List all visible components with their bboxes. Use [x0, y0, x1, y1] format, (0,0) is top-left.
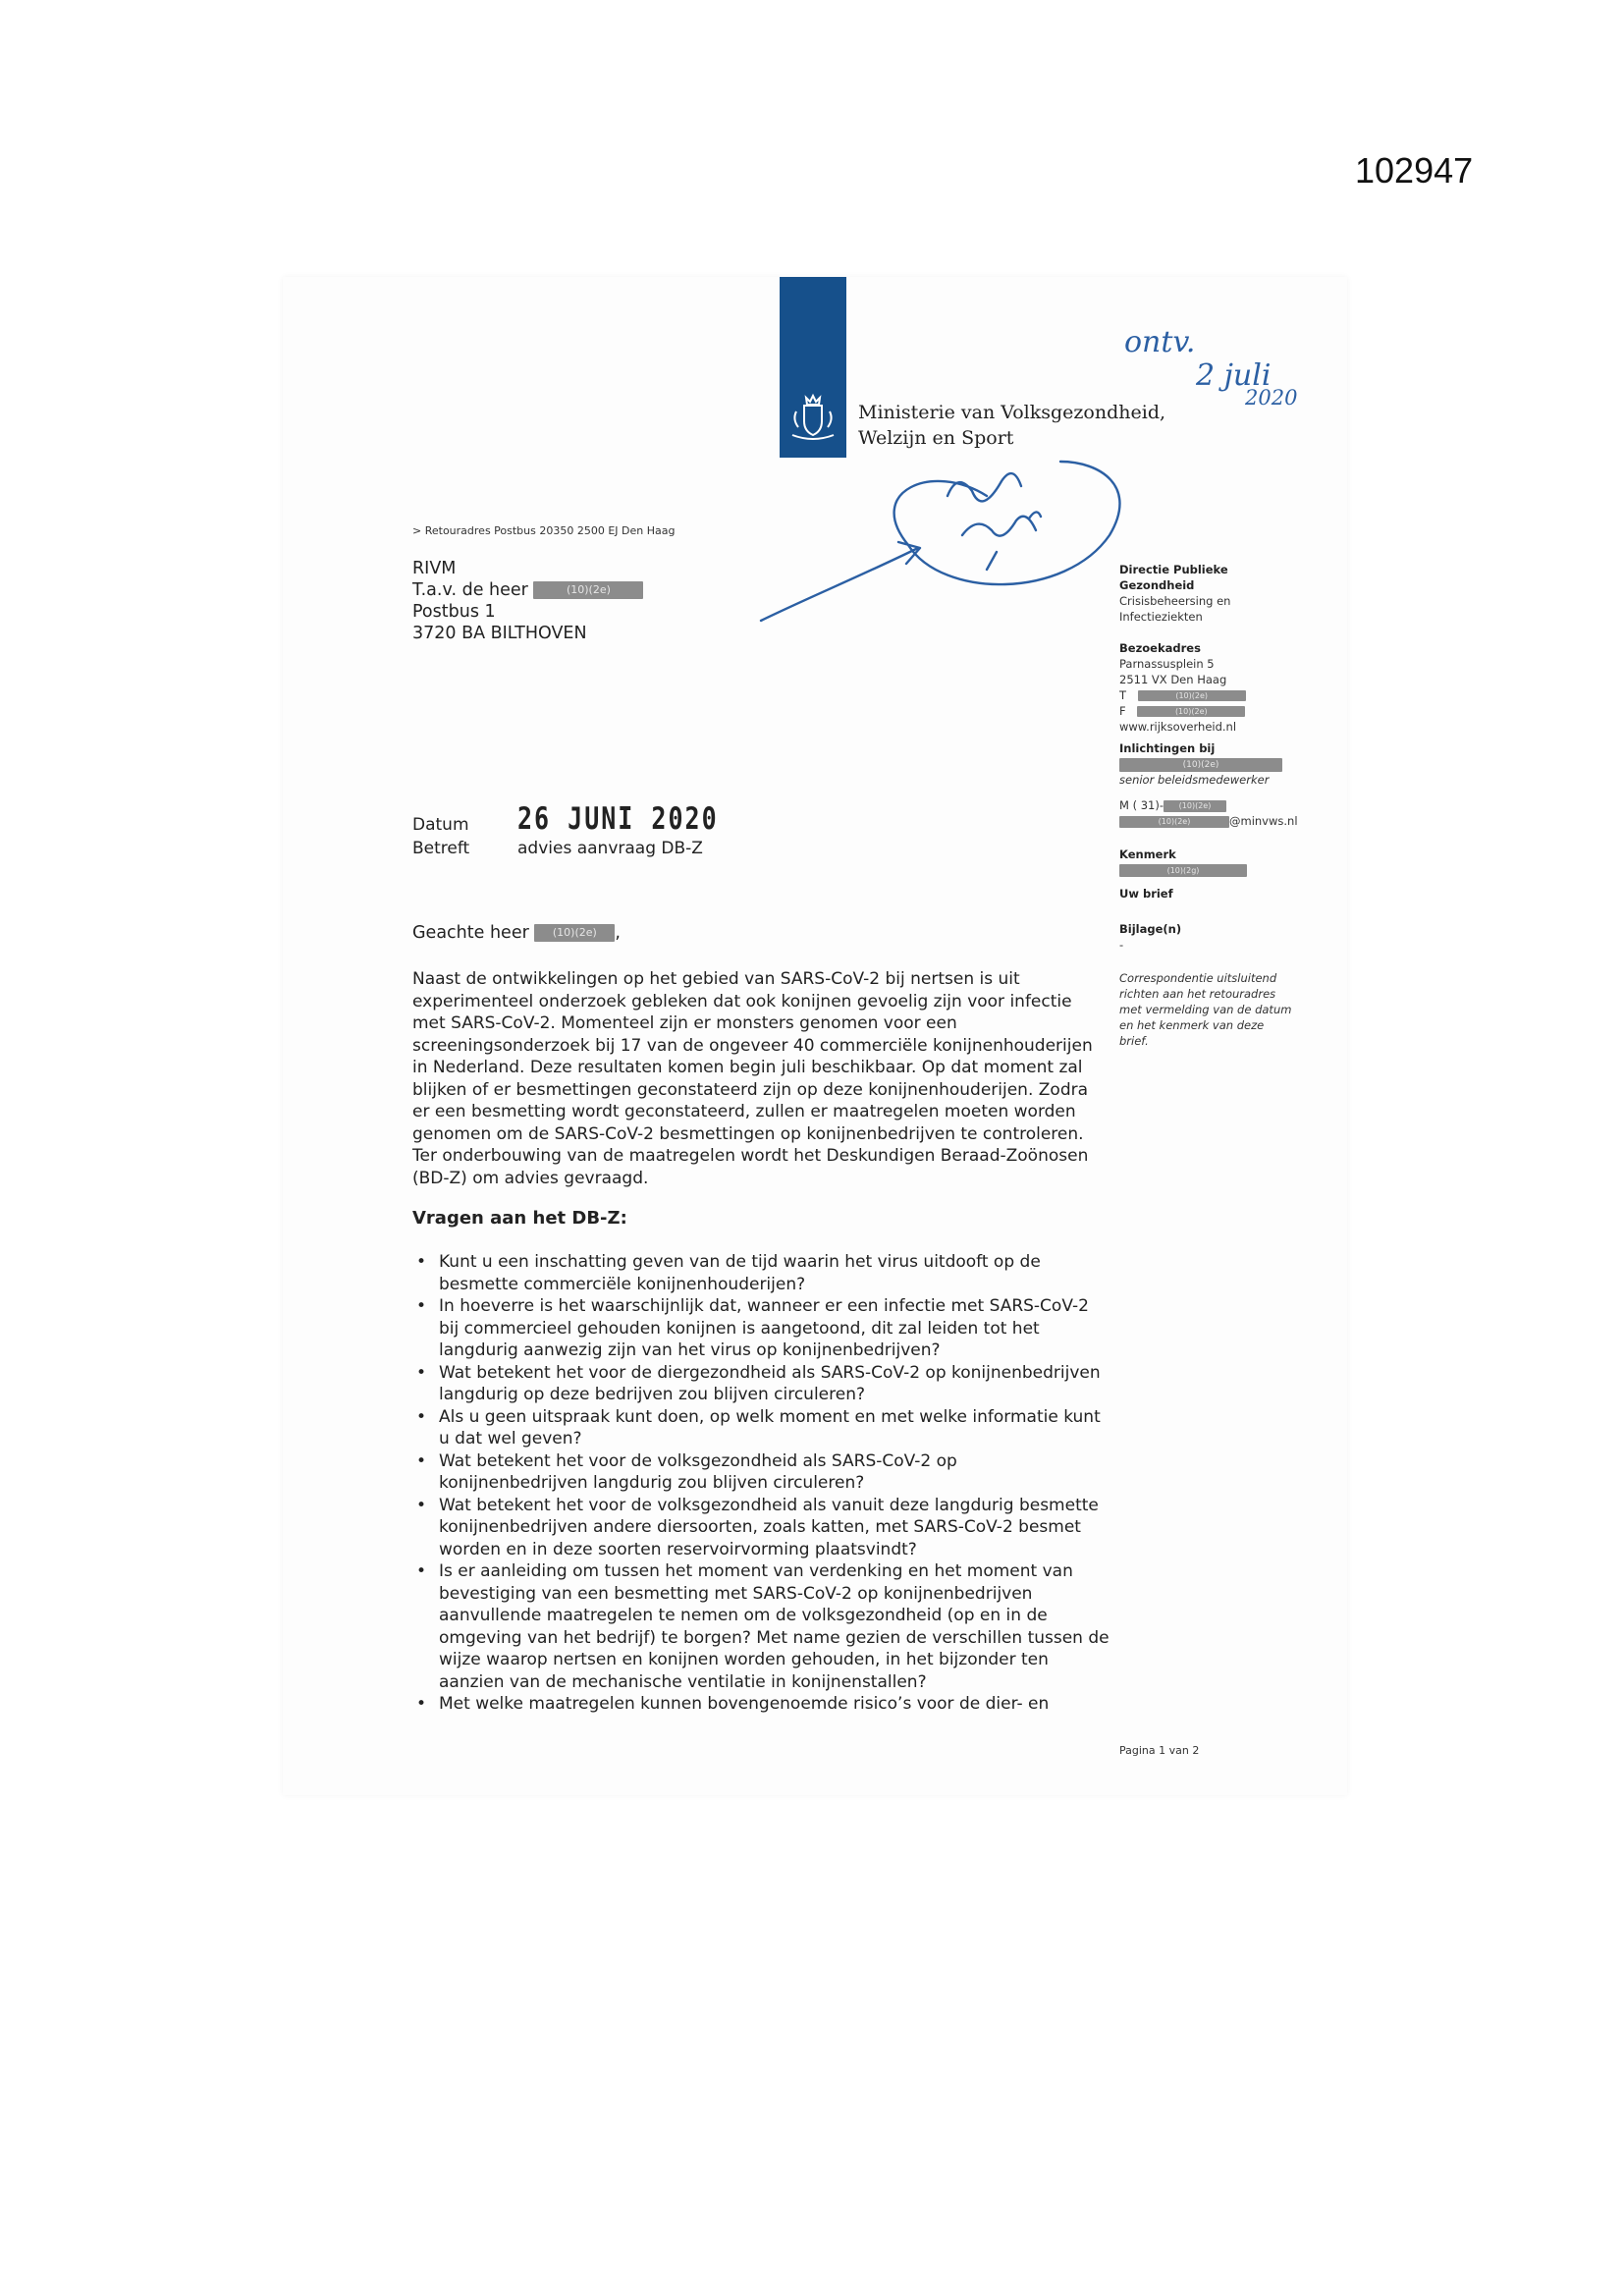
sidebar-role: senior beleidsmedewerker [1119, 773, 1270, 787]
salutation-prefix: Geachte heer [412, 923, 529, 943]
sidebar-directie: Directie Publieke [1119, 563, 1228, 576]
addressee-postbus: Postbus 1 [412, 602, 496, 622]
sidebar-website: www.rijksoverheid.nl [1119, 720, 1237, 734]
datum-row [412, 800, 719, 837]
question-item: • Als u geen uitspraak kunt doen, op welk moment en met welke informatie kunt u dat wel geven? [412, 1406, 1119, 1450]
redaction-box: (10)(2e) [534, 924, 615, 942]
sidebar-email [1119, 813, 1326, 829]
addressee-city: 3720 BA BILTHOVEN [412, 624, 587, 643]
addressee-org: RIVM [412, 559, 457, 578]
sidebar-bezoek-label: Bezoekadres [1119, 641, 1201, 655]
betreft-label: Betreft [412, 839, 470, 858]
redaction-box: (10)(2e) [1119, 758, 1282, 772]
handwritten-note-3: 2020 [1245, 386, 1298, 410]
sidebar-kenmerk-label: Kenmerk [1119, 847, 1176, 861]
sidebar-bijlage-label: Bijlage(n) [1119, 922, 1182, 936]
sidebar-inlichtingen-label: Inlichtingen bij [1119, 741, 1216, 755]
redaction-box: (10)(2e) [533, 581, 643, 599]
sidebar-phone-label: T [1119, 688, 1127, 702]
question-item: • In hoeverre is het waarschijnlijk dat, wanneer er een infectie met SARS-CoV-2 bij commercieel gehouden konijnen is aangetoond, dit zal leiden tot het langdurig aanwezig zijn van het virus op konijnenbedrijven? [412, 1295, 1119, 1362]
sidebar-fax-label: F [1119, 704, 1126, 718]
ministry-line-2: Welzijn en Sport [858, 427, 1014, 449]
sidebar-mobile [1119, 797, 1326, 813]
sidebar-fax [1119, 703, 1326, 719]
sidebar-mobile-prefix: M ( 31)- [1119, 798, 1164, 812]
questions-list [412, 1251, 1119, 1716]
question-item: • Wat betekent het voor de volksgezondheid als SARS-CoV-2 op konijnenbedrijven langdurig zou blijven circuleren? [412, 1450, 1119, 1495]
salutation-suffix: , [615, 923, 621, 943]
redaction-box: (10)(2g) [1119, 864, 1247, 877]
addressee-attn-prefix: T.a.v. de heer [412, 580, 528, 600]
redaction-box: (10)(2e) [1119, 816, 1229, 828]
sidebar-afdeling-1: Crisisbeheersing en [1119, 594, 1231, 608]
sender-sidebar [1119, 562, 1326, 1049]
addressee-block [412, 558, 643, 644]
question-item: • Kunt u een inschatting geven van de tijd waarin het virus uitdooft op de besmette commerciële konijnenhouderijen? [412, 1251, 1119, 1295]
question-item: • Is er aanleiding om tussen het moment van verdenking en het moment van bevestiging van een besmetting met SARS-CoV-2 op konijnenbedrijven aanvullende maatregelen te nemen om de volksgezondheid (op en in de omgeving van het bedrijf) te borgen? Met name gezien de verschillen tussen de wijze waarop nertsen en konijnen worden gehouden, in het bijzonder ten aanzien van de mechanische ventilatie in konijnenstallen? [412, 1560, 1119, 1693]
addressee-attn [412, 579, 643, 601]
handwritten-note-2: 2 juli [1196, 358, 1272, 393]
document-number: 102947 [1355, 150, 1474, 191]
letter-meta [412, 800, 719, 858]
question-item: • Wat betekent het voor de diergezondheid als SARS-CoV-2 op konijnenbedrijven langdurig op deze bedrijven zou blijven circuleren? [412, 1362, 1119, 1406]
ministry-line-1: Ministerie van Volksgezondheid, [858, 402, 1166, 423]
datum-stamp: 26 JUNI 2020 [517, 800, 719, 837]
sidebar-uw-brief-label: Uw brief [1119, 887, 1173, 901]
redaction-box: (10)(2e) [1164, 800, 1226, 812]
salutation [412, 923, 621, 943]
question-item: • Met welke maatregelen kunnen bovengenoemde risico’s voor de dier- en [412, 1693, 1119, 1716]
redaction-box: (10)(2e) [1137, 706, 1245, 717]
handwritten-note-1: ontv. [1124, 325, 1196, 359]
sidebar-directie-2: Gezondheid [1119, 578, 1195, 592]
crest-icon [788, 388, 838, 443]
sidebar-bijlage-value: - [1119, 938, 1124, 952]
sidebar-email-suffix: @minvws.nl [1229, 814, 1298, 828]
sidebar-bezoek-street: Parnassusplein 5 [1119, 657, 1215, 671]
redaction-box: (10)(2e) [1138, 690, 1246, 701]
ministry-name [858, 400, 1165, 451]
datum-label: Datum [412, 815, 469, 835]
sidebar-phone [1119, 687, 1326, 703]
betreft-value: advies aanvraag DB-Z [517, 839, 703, 858]
betreft-row [412, 835, 719, 858]
sidebar-bezoek-city: 2511 VX Den Haag [1119, 673, 1227, 686]
sidebar-afdeling-2: Infectieziekten [1119, 610, 1203, 624]
sidebar-correspondentie-note: Correspondentie uitsluitend richten aan het retouradres met vermelding van de datum en het kenmerk van deze brief. [1119, 971, 1292, 1048]
questions-heading: Vragen aan het DB-Z: [412, 1208, 627, 1229]
page-number: Pagina 1 van 2 [1119, 1744, 1200, 1757]
return-address: > Retouradres Postbus 20350 2500 EJ Den Haag [412, 524, 676, 537]
body-paragraph: Naast de ontwikkelingen op het gebied van SARS-CoV-2 bij nertsen is uit experimenteel onderzoek gebleken dat ook konijnen gevoelig zijn voor infectie met SARS-CoV-2. Momenteel zijn er monsters genomen voor een screeningsonderzoek bij 17 van de ongeveer 40 commerciële konijnenhouderijen in Nederland. Deze resultaten komen begin juli beschikbaar. Op dat moment zal blijken of er besmettingen geconstateerd zijn op deze konijnenhouderijen. Zodra er een besmetting wordt geconstateerd, zullen er maatregelen moeten worden genomen om de SARS-CoV-2 besmettingen op konijnenbedrijven te controleren. Ter onderbouwing van de maatregelen wordt het Deskundigen Beraad-Zoönosen (BD-Z) om advies gevraagd. [412, 969, 1093, 1188]
question-item: • Wat betekent het voor de volksgezondheid als vanuit deze langdurig besmette konijnenbedrijven andere diersoorten, zoals katten, met SARS-CoV-2 besmet worden en in deze soorten reservoirvorming plaatsvindt? [412, 1495, 1119, 1561]
